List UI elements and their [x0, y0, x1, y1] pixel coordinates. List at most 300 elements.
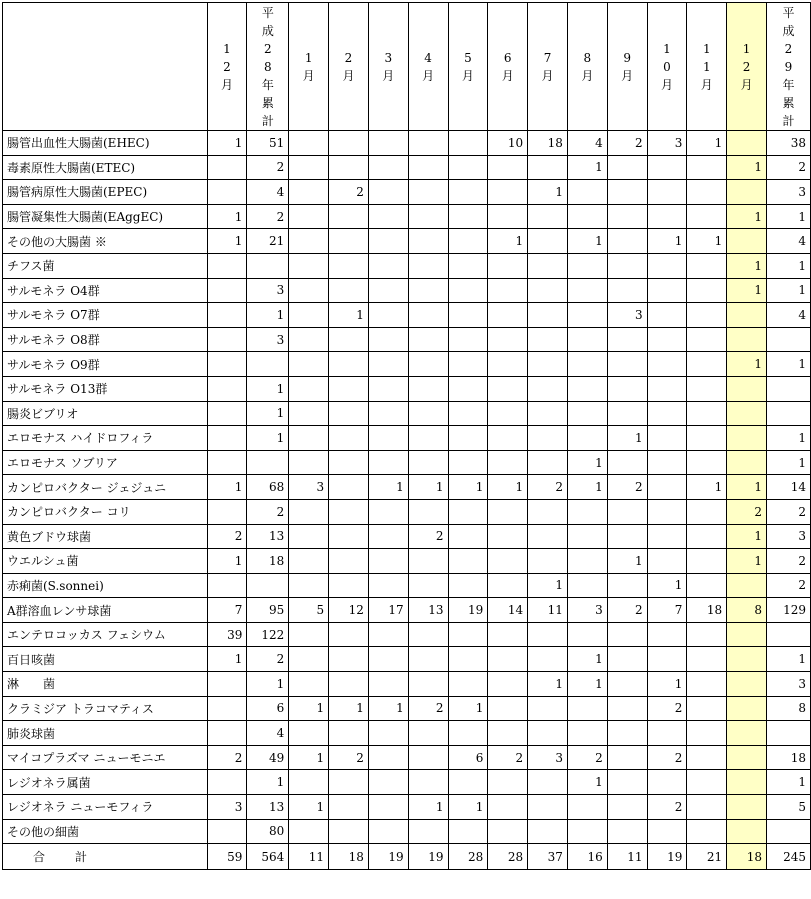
count-cell: [528, 549, 568, 574]
count-cell: [647, 352, 687, 377]
total-cell: 11: [607, 844, 647, 870]
column-header-label: 7月: [541, 50, 554, 83]
count-cell: 3: [767, 672, 811, 697]
count-cell: 1: [247, 376, 289, 401]
count-cell: [207, 376, 247, 401]
count-cell: [368, 573, 408, 598]
count-cell: [289, 352, 329, 377]
count-cell: [448, 622, 488, 647]
count-cell: 2: [607, 475, 647, 500]
count-cell: [207, 770, 247, 795]
count-cell: [289, 401, 329, 426]
count-cell: [448, 450, 488, 475]
organism-name: 腸管出血性大腸菌(EHEC): [3, 131, 208, 156]
count-cell: [289, 573, 329, 598]
count-cell: 1: [207, 647, 247, 672]
organism-name: 腸炎ビブリオ: [3, 401, 208, 426]
count-cell: [687, 696, 727, 721]
count-cell: 1: [607, 426, 647, 451]
count-cell: [567, 278, 607, 303]
count-cell: [329, 819, 369, 844]
count-cell: [207, 696, 247, 721]
count-cell: 18: [528, 131, 568, 156]
column-header: [207, 3, 247, 131]
count-cell: [647, 204, 687, 229]
count-cell: 2: [607, 598, 647, 623]
count-cell: [727, 327, 767, 352]
count-cell: 1: [247, 770, 289, 795]
count-cell: [488, 795, 528, 820]
count-cell: 1: [767, 647, 811, 672]
count-cell: [368, 303, 408, 328]
count-cell: [607, 499, 647, 524]
organism-name: ウエルシュ菌: [3, 549, 208, 574]
count-cell: [368, 745, 408, 770]
count-cell: [528, 352, 568, 377]
count-cell: 1: [767, 278, 811, 303]
organism-name: サルモネラ O13群: [3, 376, 208, 401]
count-cell: [408, 155, 448, 180]
count-cell: [408, 376, 448, 401]
count-cell: [408, 745, 448, 770]
count-cell: [727, 770, 767, 795]
count-cell: [289, 180, 329, 205]
table-row: [3, 524, 811, 549]
column-header-label: 10月: [660, 41, 673, 92]
column-header: [687, 3, 727, 131]
count-cell: [289, 253, 329, 278]
count-cell: 1: [567, 155, 607, 180]
column-header: [727, 3, 767, 131]
count-cell: [368, 770, 408, 795]
count-cell: [207, 450, 247, 475]
count-cell: [408, 499, 448, 524]
total-cell: 245: [767, 844, 811, 870]
column-header: [247, 3, 289, 131]
count-cell: [488, 770, 528, 795]
count-cell: [329, 401, 369, 426]
count-cell: [329, 524, 369, 549]
count-cell: 2: [727, 499, 767, 524]
count-cell: [207, 303, 247, 328]
count-cell: [329, 131, 369, 156]
count-cell: [607, 155, 647, 180]
count-cell: 4: [247, 180, 289, 205]
count-cell: [567, 819, 607, 844]
table-row: [3, 819, 811, 844]
table-row: [3, 573, 811, 598]
count-cell: [687, 819, 727, 844]
count-cell: 13: [247, 795, 289, 820]
count-cell: [329, 426, 369, 451]
table-row: [3, 180, 811, 205]
count-cell: [408, 549, 448, 574]
count-cell: 1: [528, 672, 568, 697]
count-cell: [488, 549, 528, 574]
count-cell: 2: [767, 499, 811, 524]
total-cell: 18: [727, 844, 767, 870]
count-cell: [289, 229, 329, 254]
count-cell: [528, 327, 568, 352]
count-cell: [607, 524, 647, 549]
count-cell: [408, 303, 448, 328]
count-cell: 1: [767, 770, 811, 795]
table-row: [3, 426, 811, 451]
count-cell: [289, 549, 329, 574]
count-cell: 68: [247, 475, 289, 500]
count-cell: [528, 770, 568, 795]
count-cell: [687, 253, 727, 278]
count-cell: 2: [408, 524, 448, 549]
count-cell: [687, 426, 727, 451]
table-row: [3, 450, 811, 475]
total-label: 合 計: [3, 844, 208, 870]
organism-name: チフス菌: [3, 253, 208, 278]
count-cell: 122: [247, 622, 289, 647]
count-cell: [329, 549, 369, 574]
count-cell: 3: [607, 303, 647, 328]
column-header-label: 9月: [621, 50, 634, 83]
organism-name: レジオネラ属菌: [3, 770, 208, 795]
count-cell: [488, 696, 528, 721]
count-cell: [289, 721, 329, 746]
count-cell: [647, 327, 687, 352]
count-cell: [289, 426, 329, 451]
count-cell: [727, 303, 767, 328]
count-cell: 1: [448, 475, 488, 500]
count-cell: [329, 475, 369, 500]
count-cell: [647, 549, 687, 574]
count-cell: [528, 696, 568, 721]
count-cell: [289, 647, 329, 672]
count-cell: [329, 672, 369, 697]
count-cell: 1: [247, 672, 289, 697]
count-cell: 5: [767, 795, 811, 820]
column-header-label: 12月: [740, 41, 753, 92]
table-row: [3, 696, 811, 721]
count-cell: [368, 721, 408, 746]
count-cell: 14: [488, 598, 528, 623]
count-cell: [767, 721, 811, 746]
count-cell: [488, 672, 528, 697]
count-cell: [567, 180, 607, 205]
table-row: [3, 622, 811, 647]
count-cell: 13: [408, 598, 448, 623]
count-cell: 1: [727, 524, 767, 549]
count-cell: [408, 327, 448, 352]
count-cell: [448, 229, 488, 254]
column-header: [488, 3, 528, 131]
count-cell: [528, 204, 568, 229]
count-cell: [727, 819, 767, 844]
count-cell: 2: [647, 745, 687, 770]
column-header-label: 8月: [581, 50, 594, 83]
count-cell: [368, 229, 408, 254]
count-cell: 1: [727, 204, 767, 229]
count-cell: [329, 647, 369, 672]
count-cell: 1: [727, 278, 767, 303]
organism-name: A群溶血レンサ球菌: [3, 598, 208, 623]
count-cell: [607, 204, 647, 229]
organism-name: その他の細菌: [3, 819, 208, 844]
count-cell: [368, 524, 408, 549]
count-cell: 2: [767, 573, 811, 598]
count-cell: 12: [329, 598, 369, 623]
count-cell: [727, 131, 767, 156]
count-cell: [488, 647, 528, 672]
count-cell: [368, 376, 408, 401]
count-cell: 3: [647, 131, 687, 156]
count-cell: [289, 622, 329, 647]
count-cell: [368, 180, 408, 205]
count-cell: 3: [247, 278, 289, 303]
count-cell: [448, 819, 488, 844]
count-cell: [448, 573, 488, 598]
column-header-label: 5月: [461, 50, 474, 83]
count-cell: 17: [368, 598, 408, 623]
count-cell: [607, 180, 647, 205]
count-cell: [289, 770, 329, 795]
count-cell: [207, 426, 247, 451]
count-cell: 49: [247, 745, 289, 770]
table-row: [3, 401, 811, 426]
count-cell: [488, 524, 528, 549]
organism-name: クラミジア トラコマティス: [3, 696, 208, 721]
count-cell: [329, 499, 369, 524]
count-cell: 2: [408, 696, 448, 721]
organism-name: サルモネラ O7群: [3, 303, 208, 328]
count-cell: [767, 376, 811, 401]
count-cell: 6: [448, 745, 488, 770]
organism-name: エンテロコッカス フェシウム: [3, 622, 208, 647]
count-cell: 18: [247, 549, 289, 574]
count-cell: [727, 229, 767, 254]
count-cell: 3: [528, 745, 568, 770]
count-cell: 2: [247, 204, 289, 229]
count-cell: 2: [207, 524, 247, 549]
count-cell: [488, 278, 528, 303]
count-cell: [368, 401, 408, 426]
organism-name: サルモネラ O8群: [3, 327, 208, 352]
count-cell: 2: [767, 155, 811, 180]
count-cell: [607, 672, 647, 697]
count-cell: [528, 622, 568, 647]
count-cell: [289, 204, 329, 229]
count-cell: [207, 672, 247, 697]
count-cell: 1: [368, 475, 408, 500]
count-cell: [329, 204, 369, 229]
count-cell: [289, 376, 329, 401]
count-cell: [687, 204, 727, 229]
count-cell: 2: [647, 795, 687, 820]
count-cell: [727, 376, 767, 401]
column-header-label: 3月: [382, 50, 395, 83]
count-cell: 8: [727, 598, 767, 623]
count-cell: [329, 622, 369, 647]
count-cell: [767, 819, 811, 844]
count-cell: [488, 819, 528, 844]
count-cell: [528, 155, 568, 180]
count-cell: [528, 376, 568, 401]
organism-name: サルモネラ O9群: [3, 352, 208, 377]
column-header: [368, 3, 408, 131]
count-cell: [727, 450, 767, 475]
count-cell: [567, 426, 607, 451]
organism-name: カンピロバクター ジェジュニ: [3, 475, 208, 500]
count-cell: [687, 524, 727, 549]
count-cell: [289, 327, 329, 352]
count-cell: [329, 721, 369, 746]
count-cell: [368, 450, 408, 475]
count-cell: 11: [528, 598, 568, 623]
count-cell: [727, 795, 767, 820]
column-header-label: 平成28年累計: [261, 5, 274, 128]
count-cell: [368, 549, 408, 574]
count-cell: 1: [567, 450, 607, 475]
count-cell: [448, 278, 488, 303]
count-cell: [488, 204, 528, 229]
count-cell: [488, 376, 528, 401]
count-cell: [567, 499, 607, 524]
count-cell: 1: [767, 450, 811, 475]
count-cell: 2: [247, 155, 289, 180]
column-header: [448, 3, 488, 131]
table-row: [3, 253, 811, 278]
count-cell: [408, 622, 448, 647]
total-cell: 564: [247, 844, 289, 870]
count-cell: [448, 401, 488, 426]
count-cell: 1: [368, 696, 408, 721]
count-cell: [408, 352, 448, 377]
column-header: [567, 3, 607, 131]
count-cell: [528, 647, 568, 672]
count-cell: [647, 303, 687, 328]
count-cell: 1: [448, 696, 488, 721]
count-cell: 1: [488, 475, 528, 500]
count-cell: [448, 376, 488, 401]
organism-name: 淋 菌: [3, 672, 208, 697]
count-cell: [687, 401, 727, 426]
count-cell: [329, 253, 369, 278]
count-cell: 2: [528, 475, 568, 500]
table-row: [3, 229, 811, 254]
column-header: [408, 3, 448, 131]
count-cell: [368, 131, 408, 156]
count-cell: [207, 327, 247, 352]
count-cell: [408, 426, 448, 451]
count-cell: [607, 745, 647, 770]
column-header: [647, 3, 687, 131]
count-cell: 3: [767, 524, 811, 549]
count-cell: 7: [647, 598, 687, 623]
count-cell: 1: [567, 229, 607, 254]
count-cell: [448, 721, 488, 746]
count-cell: [528, 499, 568, 524]
count-cell: [488, 303, 528, 328]
count-cell: 10: [488, 131, 528, 156]
count-cell: [368, 352, 408, 377]
total-cell: 28: [448, 844, 488, 870]
count-cell: [647, 647, 687, 672]
organism-name: エロモナス ハイドロフィラ: [3, 426, 208, 451]
count-cell: [448, 499, 488, 524]
count-cell: [207, 278, 247, 303]
count-cell: [329, 770, 369, 795]
count-cell: [567, 401, 607, 426]
count-cell: [368, 278, 408, 303]
count-cell: [767, 622, 811, 647]
column-header-label: 平成29年累計: [782, 5, 795, 128]
count-cell: [647, 376, 687, 401]
count-cell: [488, 499, 528, 524]
count-cell: 1: [567, 475, 607, 500]
count-cell: [368, 426, 408, 451]
count-cell: 5: [289, 598, 329, 623]
table-row: [3, 598, 811, 623]
count-cell: [607, 795, 647, 820]
organism-name: 赤痢菌(S.sonnei): [3, 573, 208, 598]
count-cell: [607, 622, 647, 647]
count-cell: [687, 450, 727, 475]
count-cell: 2: [488, 745, 528, 770]
count-cell: 1: [767, 204, 811, 229]
count-cell: [767, 327, 811, 352]
count-cell: 13: [247, 524, 289, 549]
count-cell: 1: [767, 426, 811, 451]
table-row: [3, 770, 811, 795]
column-header: [767, 3, 811, 131]
count-cell: [567, 352, 607, 377]
count-cell: [567, 549, 607, 574]
count-cell: [207, 155, 247, 180]
count-cell: 2: [207, 745, 247, 770]
count-cell: 1: [329, 303, 369, 328]
count-cell: [488, 450, 528, 475]
count-cell: [488, 253, 528, 278]
count-cell: [727, 745, 767, 770]
organism-name: エロモナス ソブリア: [3, 450, 208, 475]
count-cell: [368, 622, 408, 647]
count-cell: 1: [247, 426, 289, 451]
count-cell: [289, 155, 329, 180]
count-cell: 21: [247, 229, 289, 254]
count-cell: 3: [247, 327, 289, 352]
corner-cell: [3, 3, 208, 131]
count-cell: [247, 253, 289, 278]
count-cell: 2: [607, 131, 647, 156]
table-row: [3, 475, 811, 500]
bacteria-monthly-table: [2, 2, 811, 870]
total-cell: 21: [687, 844, 727, 870]
count-cell: [567, 622, 607, 647]
count-cell: [408, 204, 448, 229]
count-cell: 1: [207, 131, 247, 156]
count-cell: 14: [767, 475, 811, 500]
count-cell: [607, 819, 647, 844]
count-cell: [647, 819, 687, 844]
organism-name: その他の大腸菌 ※: [3, 229, 208, 254]
count-cell: [647, 401, 687, 426]
count-cell: [687, 376, 727, 401]
count-cell: 4: [567, 131, 607, 156]
total-cell: 19: [647, 844, 687, 870]
table-row: [3, 745, 811, 770]
total-cell: 16: [567, 844, 607, 870]
count-cell: [448, 524, 488, 549]
count-cell: 1: [448, 795, 488, 820]
count-cell: [687, 327, 727, 352]
count-cell: [567, 524, 607, 549]
